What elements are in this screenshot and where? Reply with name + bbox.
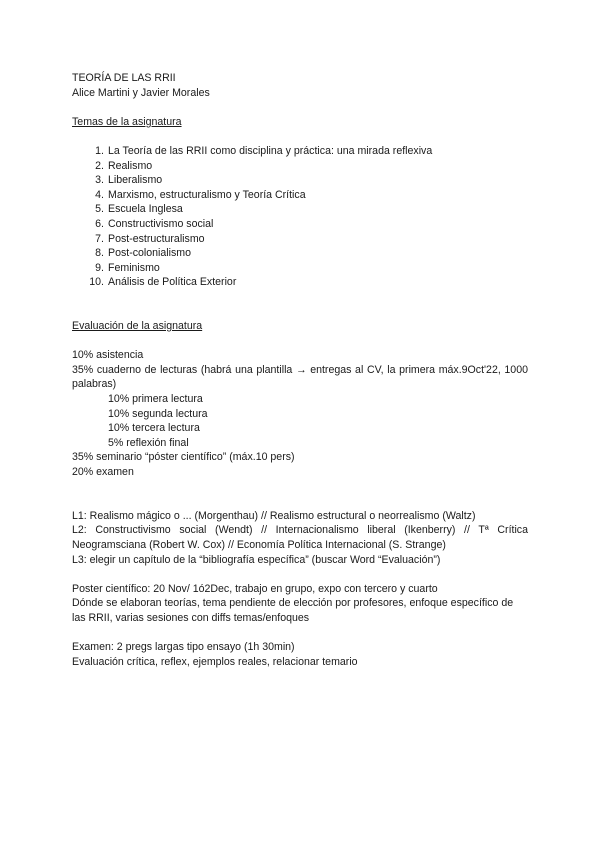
spacer — [72, 129, 528, 144]
spacer — [72, 100, 528, 115]
spacer — [72, 305, 528, 320]
list-text: Post-colonialismo — [108, 247, 192, 260]
list-item — [72, 188, 528, 203]
evaluation-cuaderno: 35% cuaderno de lecturas (habrá una plantilla → entregas al CV, la primera máx.9Oct'22, 1000 palabras) — [72, 363, 528, 391]
list-number: 1. — [95, 144, 104, 157]
topics-heading: Temas de la asignatura — [72, 115, 182, 128]
list-text: Post-estructuralismo — [108, 232, 205, 245]
list-item — [72, 159, 528, 174]
list-text: Marxismo, estructuralismo y Teoría Crítica — [108, 188, 306, 201]
evaluation-asistencia: 10% asistencia — [72, 349, 144, 362]
list-number: 9. — [95, 261, 104, 274]
spacer — [72, 334, 528, 349]
evaluation-seminario: 35% seminario “póster científico” (máx.10 pers) — [72, 451, 295, 464]
list-text: La Teoría de las RRII como disciplina y práctica: una mirada reflexiva — [108, 144, 433, 157]
list-text: Liberalismo — [108, 174, 163, 187]
evaluation-sub-item: 10% primera lectura — [108, 393, 203, 406]
list-item — [72, 202, 528, 217]
exam-line-1: Examen: 2 pregs largas tipo ensayo (1h 30min) — [72, 641, 295, 654]
spacer — [72, 567, 528, 582]
list-number: 4. — [95, 188, 104, 201]
spacer — [72, 626, 528, 641]
exam-line-2: Evaluación crítica, reflex, ejemplos reales, relacionar temario — [72, 655, 358, 668]
evaluation-sub-item: 10% segunda lectura — [108, 407, 208, 420]
list-item — [72, 261, 528, 276]
spacer — [72, 480, 528, 495]
list-item — [72, 275, 528, 290]
topics-list — [72, 144, 528, 290]
reading-l1: L1: Realismo mágico o ... (Morgenthau) // Realismo estructural o neorrealismo (Waltz) — [72, 509, 476, 522]
list-item — [72, 144, 528, 159]
evaluation-sub-item: 10% tercera lectura — [108, 422, 200, 435]
document-authors: Alice Martini y Javier Morales — [72, 86, 210, 99]
document-content — [72, 71, 528, 669]
list-number: 5. — [95, 203, 104, 216]
poster-line-2: Dónde se elaboran teorías, tema pendiente de elección por profesores, enfoque específico de las RRII, varias sesiones con diffs temas/enfoques — [72, 597, 514, 624]
list-number: 3. — [95, 174, 104, 187]
evaluation-sub-item: 5% reflexión final — [108, 436, 189, 449]
list-text: Análisis de Política Exterior — [108, 276, 237, 289]
spacer — [72, 494, 528, 509]
reading-l2: L2: Constructivismo social (Wendt) // Internacionalismo liberal (Ikenberry) // Tª Crítica Neogramsciana (Robert W. Cox) // Economía Política Internacional (S. Strange) — [72, 524, 528, 551]
list-item — [72, 246, 528, 261]
list-item — [72, 232, 528, 247]
list-text: Realismo — [108, 159, 153, 172]
document-title: TEORÍA DE LAS RRII — [72, 72, 176, 84]
list-text: Feminismo — [108, 261, 160, 274]
list-text: Constructivismo social — [108, 217, 214, 230]
evaluation-examen: 20% examen — [72, 466, 134, 479]
poster-line-1: Poster científico: 20 Nov/ 1ó2Dec, trabajo en grupo, expo con tercero y cuarto — [72, 582, 438, 595]
spacer — [72, 290, 528, 305]
list-number: 2. — [95, 159, 104, 172]
list-number: 7. — [95, 232, 104, 245]
list-number: 6. — [95, 217, 104, 230]
list-number: 10. — [89, 276, 104, 289]
list-number: 8. — [95, 247, 104, 260]
list-item — [72, 173, 528, 188]
evaluation-heading: Evaluación de la asignatura — [72, 320, 203, 333]
reading-l3: L3: elegir un capítulo de la “bibliografía específica” (buscar Word “Evaluación”) — [72, 553, 441, 566]
list-item — [72, 217, 528, 232]
list-text: Escuela Inglesa — [108, 203, 183, 216]
